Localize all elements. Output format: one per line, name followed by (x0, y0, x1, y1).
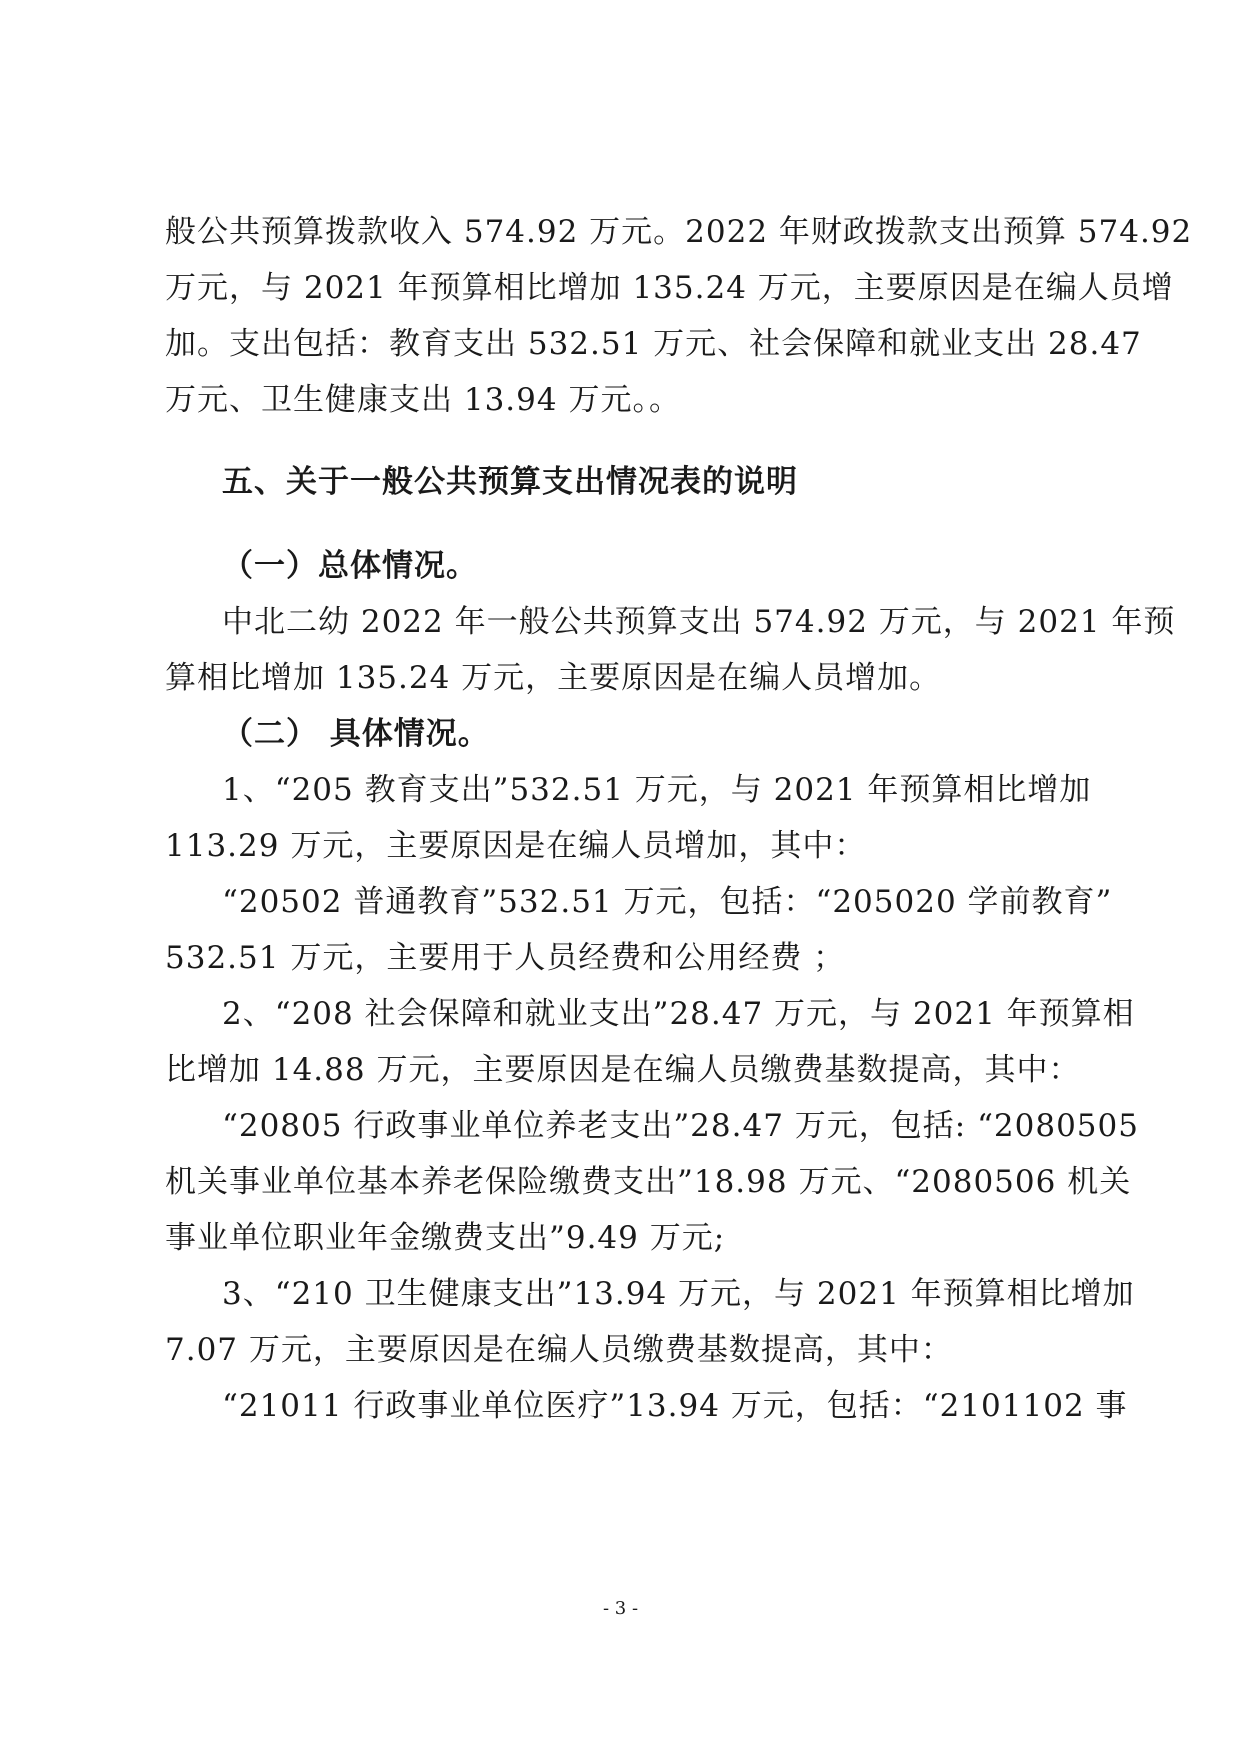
paragraph-line: 3、“210 卫生健康支出”13.94 万元，与 2021 年预算相比增加 (222, 1276, 1135, 1312)
paragraph-line: 万元，与 2021 年预算相比增加 135.24 万元，主要原因是在编人员增 (165, 270, 1174, 306)
paragraph-line: 机关事业单位基本养老保险缴费支出”18.98 万元、“2080506 机关 (165, 1164, 1132, 1200)
paragraph-line: “20805 行政事业单位养老支出”28.47 万元，包括: “2080505 (222, 1108, 1139, 1144)
paragraph-line: 113.29 万元，主要原因是在编人员增加，其中： (165, 828, 867, 864)
paragraph-line: 万元、卫生健康支出 13.94 万元。。 (165, 382, 681, 418)
subsection-heading: （一）总体情况。 (222, 548, 478, 584)
paragraph-line: “21011 行政事业单位医疗”13.94 万元，包括：“2101102 事 (222, 1388, 1128, 1424)
paragraph-line: 事业单位职业年金缴费支出”9.49 万元; (165, 1220, 726, 1256)
section-heading: 五、关于一般公共预算支出情况表的说明 (222, 464, 798, 500)
subsection-heading: （二） 具体情况。 (222, 716, 490, 752)
paragraph-line: 比增加 14.88 万元，主要原因是在编人员缴费基数提高，其中： (165, 1052, 1081, 1088)
paragraph-line: 532.51 万元，主要用于人员经费和公用经费 ； (165, 940, 846, 976)
paragraph-line: 7.07 万元，主要原因是在编人员缴费基数提高，其中： (165, 1332, 953, 1368)
paragraph-line: 加。支出包括：教育支出 532.51 万元、社会保障和就业支出 28.47 (165, 326, 1142, 362)
paragraph-line: 算相比增加 135.24 万元，主要原因是在编人员增加。 (165, 660, 942, 696)
paragraph-line: 2、“208 社会保障和就业支出”28.47 万元，与 2021 年预算相 (222, 996, 1135, 1032)
paragraph-line: 1、“205 教育支出”532.51 万元，与 2021 年预算相比增加 (222, 772, 1092, 808)
paragraph-line: 般公共预算拨款收入 574.92 万元。2022 年财政拨款支出预算 574.92 (165, 214, 1193, 250)
paragraph-line: “20502 普通教育”532.51 万元，包括：“205020 学前教育” (222, 884, 1113, 920)
page-number: - 3 - (602, 1598, 639, 1619)
paragraph-line: 中北二幼 2022 年一般公共预算支出 574.92 万元，与 2021 年预 (222, 604, 1176, 640)
